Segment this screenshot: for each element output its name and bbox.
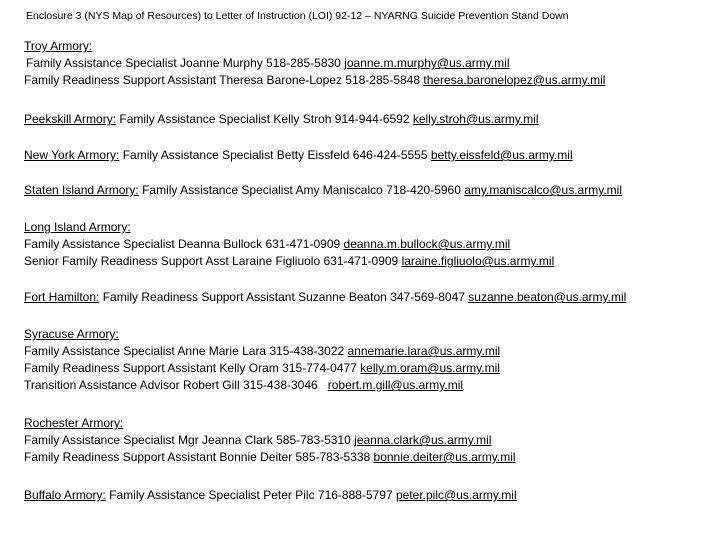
contact-line [24,289,626,306]
contact-line [24,432,516,449]
email-link[interactable]: jeanna.clark@us.army.mil [354,433,492,447]
contact-line [24,72,605,89]
section-rochester-armory [24,415,516,466]
contact-text: Family Assistance Specialist Peter Pilc 716-888-5797 [105,488,396,502]
email-link[interactable]: deanna.m.bullock@us.army.mil [343,237,511,251]
contact-line [24,111,539,128]
email-link[interactable]: betty.eissfeld@us.army.mil [430,148,573,162]
enclosure-header: Enclosure 3 (NYS Map of Resources) to Letter of Instruction (LOI) 92-12 – NYARNG Suicide Prevention Stand Down [26,10,569,22]
contact-line [24,182,622,199]
contact-line [24,487,517,504]
email-link[interactable]: amy.maniscalco@us.army.mil [464,183,622,197]
section-heading: Staten Island Armory: [24,183,139,197]
email-link[interactable]: kelly.stroh@us.army.mil [412,112,539,126]
contact-line [24,236,554,253]
contact-line [24,253,554,270]
contact-text: Family Readiness Support Assistant Bonnie Deiter 585-783-5338 [24,450,374,464]
contact-line [24,360,500,377]
section-syracuse-armory [24,326,500,394]
section-heading: Peekskill Armory: [24,112,117,126]
contact-text: Family Readiness Support Assistant Suzanne Beaton 347-569-8047 [99,290,469,304]
email-link[interactable]: laraine.figliuolo@us.army.mil [401,254,555,268]
email-link[interactable]: robert.m.gill@us.army.mil [327,378,464,392]
section-peekskill-armory [24,111,539,128]
contact-text: Family Assistance Specialist Kelly Stroh 914-944-6592 [116,112,413,126]
email-link[interactable]: suzanne.beaton@us.army.mil [468,290,627,304]
section-heading: Long Island Armory: [24,220,131,234]
section-heading: Rochester Armory: [24,416,124,430]
section-staten-island-armory [24,182,622,199]
contact-text: Family Assistance Specialist Anne Marie Lara 315-438-3022 [24,344,348,358]
email-link[interactable]: joanne.m.murphy@us.army.mil [344,56,510,70]
section-heading: Syracuse Armory: [24,327,119,341]
section-troy-armory [24,38,605,89]
section-heading: Troy Armory: [24,39,93,53]
contact-text: Family Assistance Specialist Amy Maniscalco 718-420-5960 [138,183,465,197]
section-heading: New York Armory: [24,148,120,162]
email-link[interactable]: peter.pilc@us.army.mil [395,488,517,502]
contact-line [24,449,516,466]
section-new-york-armory [24,147,573,164]
email-link[interactable]: theresa.baronelopez@us.army.mil [423,73,606,87]
section-heading: Buffalo Armory: [24,488,106,502]
section-heading: Fort Hamilton: [24,290,100,304]
email-link[interactable]: annemarie.lara@us.army.mil [347,344,501,358]
contact-text: Family Assistance Specialist Joanne Murphy 518-285-5830 [26,56,345,70]
section-long-island-armory [24,219,554,270]
contact-text: Family Assistance Specialist Betty Eissfeld 646-424-5555 [119,148,431,162]
section-buffalo-armory [24,487,517,504]
contact-line [24,377,500,394]
contact-text: Family Assistance Specialist Mgr Jeanna Clark 585-783-5310 [24,433,355,447]
contact-line [24,343,500,360]
section-fort-hamilton [24,289,626,306]
contact-line [24,55,605,72]
contact-line [24,147,573,164]
contact-text: Family Readiness Support Assistant Theresa Barone-Lopez 518-285-5848 [24,73,424,87]
email-link[interactable]: bonnie.deiter@us.army.mil [373,450,516,464]
email-link[interactable]: kelly.m.oram@us.army.mil [360,361,500,375]
contact-text: Senior Family Readiness Support Asst Laraine Figliuolo 631-471-0909 [24,254,402,268]
contact-text: Family Readiness Support Assistant Kelly Oram 315-774-0477 [24,361,361,375]
contact-text: Family Assistance Specialist Deanna Bullock 631-471-0909 [24,237,344,251]
contact-text: Transition Assistance Advisor Robert Gill 315-438-3046 [24,378,328,392]
